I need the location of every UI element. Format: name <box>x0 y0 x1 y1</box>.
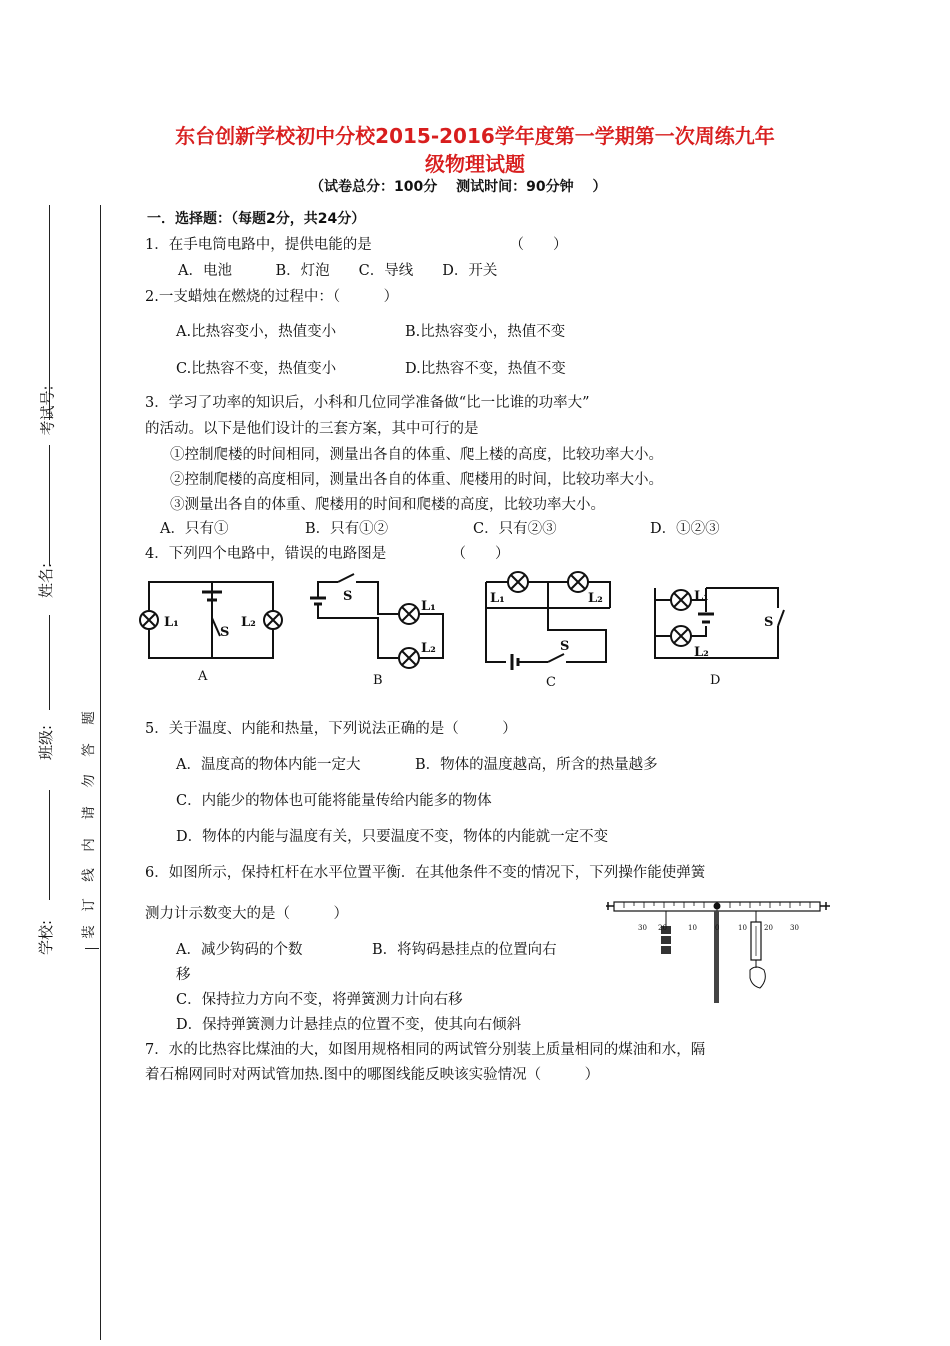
question-6-stem-line1: 6．如图所示，保持杠杆在水平位置平衡．在其他条件不变的情况下，下列操作能使弹簧 <box>145 865 706 881</box>
question-3-plan-1: ①控制爬楼的时间相同，测量出各自的体重、爬上楼的高度，比较功率大小。 <box>170 447 663 463</box>
circuit-c-lamp1-label: L₁ <box>490 591 505 606</box>
seal-char: 勿 <box>80 774 97 788</box>
question-7-stem-line1: 7．水的比热容比煤油的大，如图用规格相同的两试管分别装上质量相同的煤油和水，隔 <box>145 1042 706 1058</box>
question-5-option-b: B．物体的温度越高，所含的热量越多 <box>415 757 658 773</box>
school-label: 学校: <box>37 919 56 956</box>
lever-scale-tick: 20 <box>658 924 667 932</box>
seal-char: 装 <box>80 925 97 939</box>
question-5-option-c: C．内能少的物体也可能将能量传给内能多的物体 <box>176 793 492 809</box>
lever-scale-tick: 10 <box>738 924 747 932</box>
circuit-a <box>140 582 282 658</box>
lever-scale-tick: 30 <box>638 924 647 932</box>
circuit-label-a: A <box>198 669 208 684</box>
circuit-label-d: D <box>710 673 721 688</box>
circuit-c-lamp2-label: L₂ <box>588 591 603 606</box>
lever-diagram <box>600 890 835 1010</box>
question-4-stem: 4．下列四个电路中，错误的电路图是 （ ） <box>145 546 510 562</box>
circuit-c-switch-label: S <box>560 639 570 654</box>
lever-scale-tick: 10 <box>688 924 697 932</box>
circuit-c <box>486 572 610 670</box>
question-3-option-a: A．只有① <box>160 521 229 537</box>
circuit-b-lamp2-label: L₂ <box>421 641 436 656</box>
question-2-option-b: B.比热容变小，热值不变 <box>405 324 566 340</box>
question-5-option-a: A．温度高的物体内能一定大 <box>176 757 361 773</box>
exam-title-line2: 级物理试题 <box>425 152 525 176</box>
margin-line <box>49 615 50 710</box>
circuit-d-lamp1-label: L₁ <box>694 589 709 604</box>
circuit-label-b: B <box>373 673 383 688</box>
exam-subtitle: （试卷总分：100分 测试时间：90分钟 ） <box>310 179 607 195</box>
section-heading: 一．选择题：（每题2分，共24分） <box>147 211 366 227</box>
question-3-plan-2: ②控制爬楼的高度相同，测量出各自的体重、爬楼用的时间，比较功率大小。 <box>170 472 663 488</box>
name-label: 姓名: <box>37 562 56 599</box>
question-6-option-c: C．保持拉力方向不变，将弹簧测力计向右移 <box>176 992 463 1008</box>
class-label: 班级: <box>37 724 56 761</box>
seal-char: 请 <box>80 806 97 820</box>
lever-scale-tick: 30 <box>790 924 799 932</box>
circuit-a-switch-label: S <box>220 625 230 640</box>
question-5-stem: 5．关于温度、内能和热量，下列说法正确的是（ ） <box>145 721 517 737</box>
circuit-a-lamp2-label: L₂ <box>241 615 256 630</box>
question-6-option-a: A．减少钩码的个数 <box>176 942 303 958</box>
seal-char: 内 <box>80 838 97 852</box>
question-5-option-d: D．物体的内能与温度有关，只要温度不变，物体的内能就一定不变 <box>176 829 609 845</box>
seal-line <box>100 205 101 1340</box>
question-6-stem-line2: 测力计示数变大的是（ ） <box>145 906 348 922</box>
circuit-b-lamp1-label: L₁ <box>421 599 436 614</box>
question-2-option-c: C.比热容不变，热值变小 <box>176 361 337 377</box>
question-3-stem-line1: 3．学习了功率的知识后，小科和几位同学准备做“比一比谁的功率大” <box>145 395 590 411</box>
seal-char: 订 <box>80 898 97 912</box>
seal-char: 答 <box>80 743 97 757</box>
circuit-a-lamp1-label: L₁ <box>164 615 179 630</box>
circuit-label-c: C <box>546 675 556 690</box>
question-6-option-d: D．保持弹簧测力计悬挂点的位置不变，使其向右倾斜 <box>176 1017 522 1033</box>
lever-scale-tick: 20 <box>764 924 773 932</box>
question-1-options: A．电池 B．灯泡 C．导线 D．开关 <box>178 263 498 279</box>
seal-char: 线 <box>80 868 97 882</box>
lever-scale-tick: 0 <box>715 924 720 932</box>
question-7-stem-line2: 着石棉网同时对两试管加热.图中的哪图线能反映该实验情况（ ） <box>145 1067 600 1083</box>
question-3-option-b: B．只有①② <box>305 521 389 537</box>
question-6-option-b: B．将钩码悬挂点的位置向右 <box>372 942 557 958</box>
question-2-stem: 2.一支蜡烛在燃烧的过程中：（ ） <box>145 289 399 305</box>
question-4-circuit-diagrams <box>128 570 808 695</box>
circuit-d-lamp2-label: L₂ <box>694 645 709 660</box>
question-6-option-b-cont: 移 <box>176 967 191 983</box>
question-3-plan-3: ③测量出各自的体重、爬楼用的时间和爬楼的高度，比较功率大小。 <box>170 497 605 513</box>
question-2-option-a: A.比热容变小，热值变小 <box>176 324 337 340</box>
circuit-d-switch-label: S <box>764 615 774 630</box>
question-2-option-d: D.比热容不变，热值不变 <box>405 361 566 377</box>
seal-char: 题 <box>80 711 97 725</box>
question-3-option-d: D．①②③ <box>650 521 720 537</box>
margin-line <box>49 790 50 900</box>
margin-dash <box>85 948 99 949</box>
circuit-b-switch-label: S <box>343 589 353 604</box>
question-3-option-c: C．只有②③ <box>473 521 557 537</box>
margin-line <box>49 445 50 565</box>
exam-number-label: 考试号: <box>38 385 57 436</box>
question-1-stem: 1．在手电筒电路中，提供电能的是 （ ） <box>145 237 568 253</box>
exam-title-line1: 东台创新学校初中分校2015-2016学年度第一学期第一次周练九年 <box>175 124 775 148</box>
question-3-stem-line2: 的活动。以下是他们设计的三套方案，其中可行的是 <box>145 421 479 437</box>
